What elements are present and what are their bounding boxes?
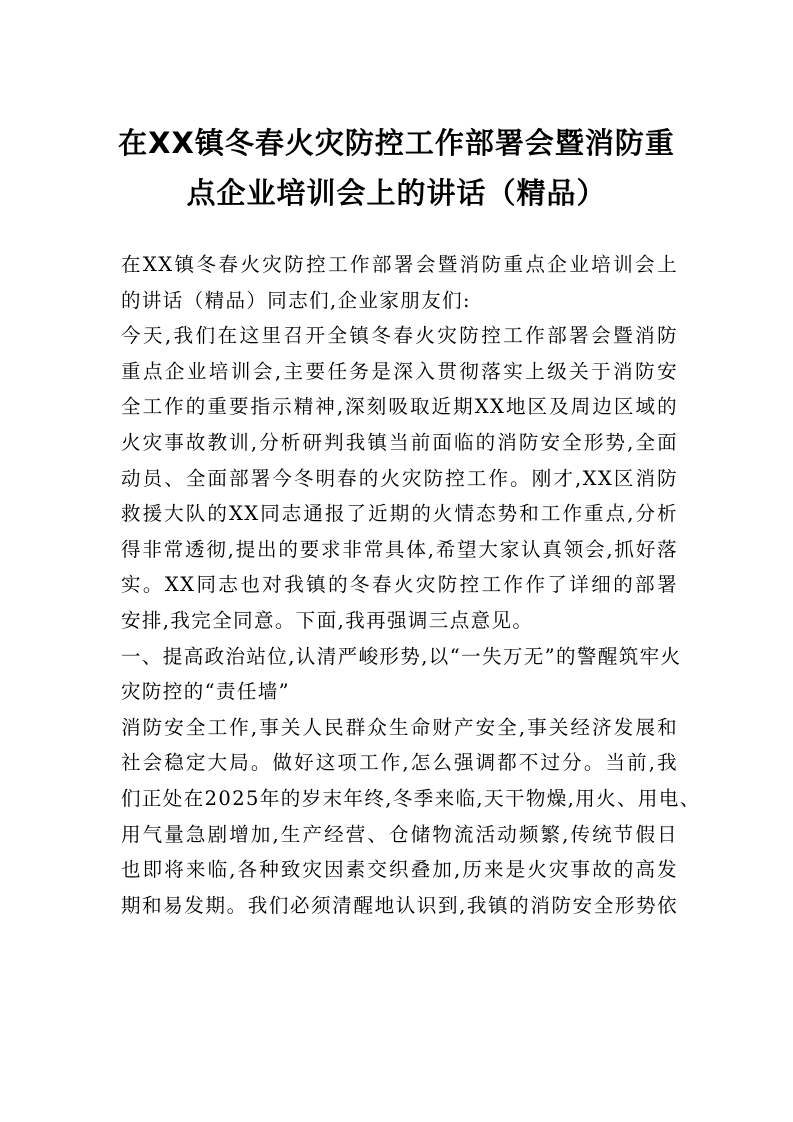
body-line-13: 灾防控的“责任墙” xyxy=(121,680,291,704)
body-line-5: 全工作的重要指示精神,深刻吸取近期XX地区及周边区域的 xyxy=(121,395,678,419)
document-title xyxy=(110,118,683,218)
body-line-14: 消防安全工作,事关人民群众生命财产安全,事关经济发展和 xyxy=(121,715,678,739)
title-line-2: 点企业培训会上的讲话（精品） xyxy=(186,176,607,210)
body-line-9: 得非常透彻,提出的要求非常具体,希望大家认真领会,抓好落 xyxy=(121,537,678,561)
body-line-6: 火灾事故教训,分析研判我镇当前面临的消防安全形势,全面 xyxy=(121,430,678,454)
body-line-8: 救援大队的XX同志通报了近期的火情态势和工作重点,分析 xyxy=(121,502,678,526)
body-line-16: 们正处在2025年的岁末年终,冬季来临,天干物燥,用火、用电、 xyxy=(121,786,701,810)
body-line-18: 也即将来临,各种致灾因素交织叠加,历来是火灾事故的高发 xyxy=(121,858,678,882)
body-line-2: 的讲话（精品）同志们,企业家朋友们: xyxy=(121,288,471,312)
document-body xyxy=(121,247,701,923)
body-line-1: 在XX镇冬春火灾防控工作部署会暨消防重点企业培训会上 xyxy=(121,253,678,276)
body-line-15: 社会稳定大局。做好这项工作,怎么强调都不过分。当前,我 xyxy=(121,751,678,775)
body-line-10: 实。XX同志也对我镇的冬春火灾防控工作作了详细的部署 xyxy=(121,573,678,597)
title-line-1: 在XX镇冬春火灾防控工作部署会暨消防重 xyxy=(118,126,675,160)
body-line-11: 安排,我完全同意。下面,我再强调三点意见。 xyxy=(121,608,534,632)
body-line-17: 用气量急剧增加,生产经营、仓储物流活动频繁,传统节假日 xyxy=(121,822,678,846)
body-line-19: 期和易发期。我们必须清醒地认识到,我镇的消防安全形势依 xyxy=(121,893,678,917)
body-line-3: 今天,我们在这里召开全镇冬春火灾防控工作部署会暨消防 xyxy=(121,324,678,348)
body-line-4: 重点企业培训会,主要任务是深入贯彻落实上级关于消防安 xyxy=(121,359,678,383)
body-line-12: 一、提高政治站位,认清严峻形势,以“一失万无”的警醒筑牢火 xyxy=(121,644,682,668)
body-line-7: 动员、全面部署今冬明春的火灾防控工作。刚才,XX区消防 xyxy=(121,466,678,490)
